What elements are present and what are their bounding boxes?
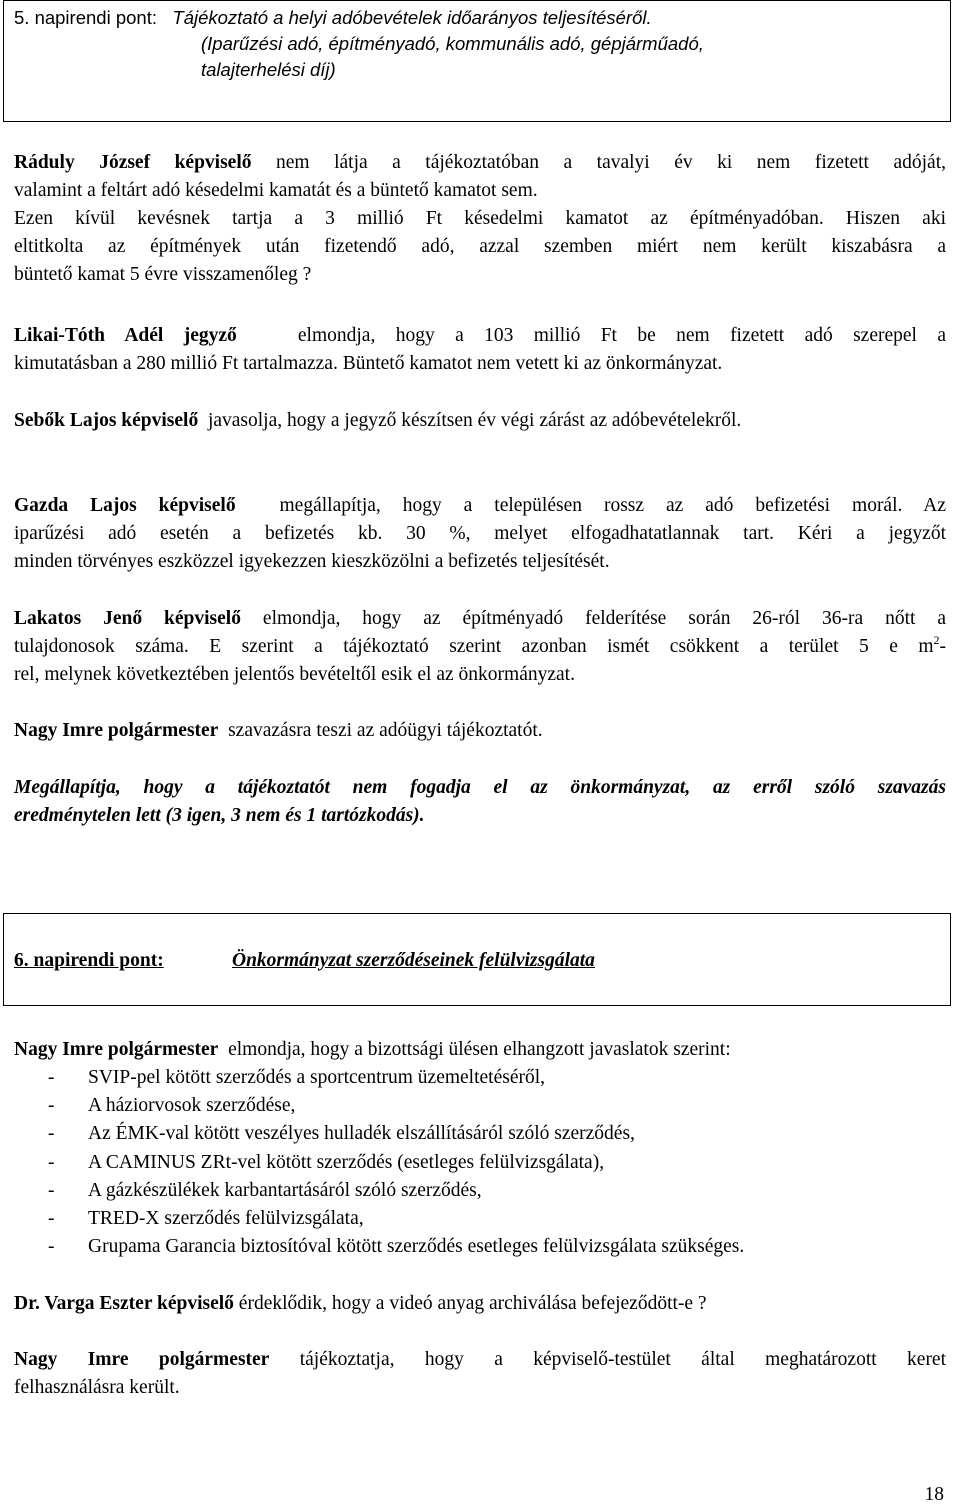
text-line: elmondja, hogy a 103 millió Ft be nem fizetett adó szerepel a: [297, 325, 946, 346]
contract-list: [14, 1064, 946, 1261]
superscript: 2: [933, 633, 940, 647]
section-5-heading-line1: [14, 5, 940, 31]
section-6-title: Önkormányzat szerződéseinek felülvizsgálata: [232, 950, 595, 971]
text-line: eltitkolta az építmények után fizetendő adó, azzal szemben miért nem került kiszabásra a: [14, 236, 946, 257]
text-line: megállapítja, hogy a településen rossz az adó befizetési morál. Az: [279, 495, 947, 516]
paragraph-gazda: [14, 492, 946, 576]
text-line: valamint a feltárt adó késedelmi kamatát és a büntető kamatot sem.: [14, 180, 538, 201]
section-6-heading-box: [3, 913, 951, 1006]
speaker-name: Lakatos Jenő képviselő: [14, 608, 241, 629]
section-5-heading-line3: talajterhelési díj): [201, 59, 336, 80]
speaker-name: Ráduly József képviselő: [14, 152, 252, 173]
section-6-number: 6. napirendi pont:: [14, 950, 164, 971]
text-line: rel, melynek következtében jelentős bevételtől esik el az önkormányzat.: [14, 664, 575, 685]
text-line: eredménytelen lett (3 igen, 3 nem és 1 tartózkodás).: [14, 805, 425, 826]
text-line: minden törvényes eszközzel igyekezzen kieszközölni a befizetés teljesítését.: [14, 551, 610, 572]
speaker-name: Dr. Varga Eszter képviselő: [14, 1293, 234, 1314]
section-5-title: Tájékoztató a helyi adóbevételek időarányos teljesítéséről.: [172, 7, 652, 28]
paragraph-lakatos: [14, 605, 946, 689]
text-line: Megállapítja, hogy a tájékoztatót nem fogadja el az önkormányzat, az erről szóló szavazás: [14, 777, 946, 798]
text-line: tulajdonosok száma. E szerint a tájékoztató szerint azonban ismét csökkent a terület 5 e m: [14, 636, 934, 657]
list-item: - TRED-X szerződés felülvizsgálata,: [14, 1205, 946, 1233]
paragraph-nagy-contracts: [14, 1036, 946, 1064]
paragraph-varga: [14, 1290, 946, 1318]
list-item: - A gázkészülékek karbantartásáról szóló szerződés,: [14, 1177, 946, 1205]
speaker-name: Nagy Imre polgármester: [14, 1039, 219, 1060]
text-line: szavazásra teszi az adóügyi tájékoztatót.: [228, 720, 543, 741]
section-5-number: 5. napirendi pont:: [14, 7, 157, 28]
speaker-name: Nagy Imre polgármester: [14, 1349, 270, 1370]
text-fragment: -: [939, 636, 946, 657]
paragraph-nagy-budget: [14, 1346, 946, 1402]
text-line: elmondja, hogy az építményadó felderítése során 26-ról 36-ra nőtt a: [262, 608, 947, 629]
paragraph-nagy-vote: [14, 717, 946, 745]
text-line: iparűzési adó esetén a befizetés kb. 30 %, melyet elfogadhatatlannak tart. Kéri a jegyzőt: [14, 523, 946, 544]
list-item: - Az ÉMK-val kötött veszélyes hulladék elszállításáról szóló szerződés,: [14, 1120, 946, 1148]
list-item: - A háziorvosok szerződése,: [14, 1092, 946, 1120]
speaker-name: Sebők Lajos képviselő: [14, 410, 199, 431]
speaker-name: Likai-Tóth Adél jegyző: [14, 325, 237, 346]
text-line: elmondja, hogy a bizottsági ülésen elhangzott javaslatok szerint:: [228, 1039, 731, 1060]
list-item: - SVIP-pel kötött szerződés a sportcentrum üzemeltetéséről,: [14, 1064, 946, 1092]
resolution: [14, 774, 946, 830]
text-line: javasolja, hogy a jegyző készítsen év végi zárást az adóbevételekről.: [207, 410, 742, 431]
text-line: nem látja a tájékoztatóban a tavalyi év ki nem fizetett adóját,: [276, 152, 946, 173]
page-number: 18: [924, 1484, 944, 1505]
speaker-name: Nagy Imre polgármester: [14, 720, 219, 741]
text-line: felhasználásra került.: [14, 1377, 180, 1398]
text-line: érdeklődik, hogy a videó anyag archiválása befejeződött-e ?: [238, 1293, 707, 1314]
list-item: - A CAMINUS ZRt-vel kötött szerződés (esetleges felülvizsgálata),: [14, 1149, 946, 1177]
text-line: Ezen kívül kevésnek tartja a 3 millió Ft késedelmi kamatot az építményadóban. Hiszen aki: [14, 208, 946, 229]
text-line: büntető kamat 5 évre visszamenőleg ?: [14, 264, 312, 285]
section-5-heading-box: [3, 0, 951, 122]
text-line: tájékoztatja, hogy a képviselő-testület által meghatározott keret: [299, 1349, 947, 1370]
paragraph-sebok: [14, 407, 946, 435]
section-5-heading-line2: (Iparűzési adó, építményadó, kommunális adó, gépjárműadó,: [201, 33, 704, 54]
speaker-name: Gazda Lajos képviselő: [14, 495, 236, 516]
text-line: kimutatásban a 280 millió Ft tartalmazza. Büntető kamatot nem vetett ki az önkormányzat.: [14, 353, 723, 374]
list-item: - Grupama Garancia biztosítóval kötött szerződés esetleges felülvizsgálata szükséges.: [14, 1233, 946, 1261]
paragraph-likai-toth: [14, 322, 946, 378]
paragraph-raduly: [14, 149, 946, 289]
